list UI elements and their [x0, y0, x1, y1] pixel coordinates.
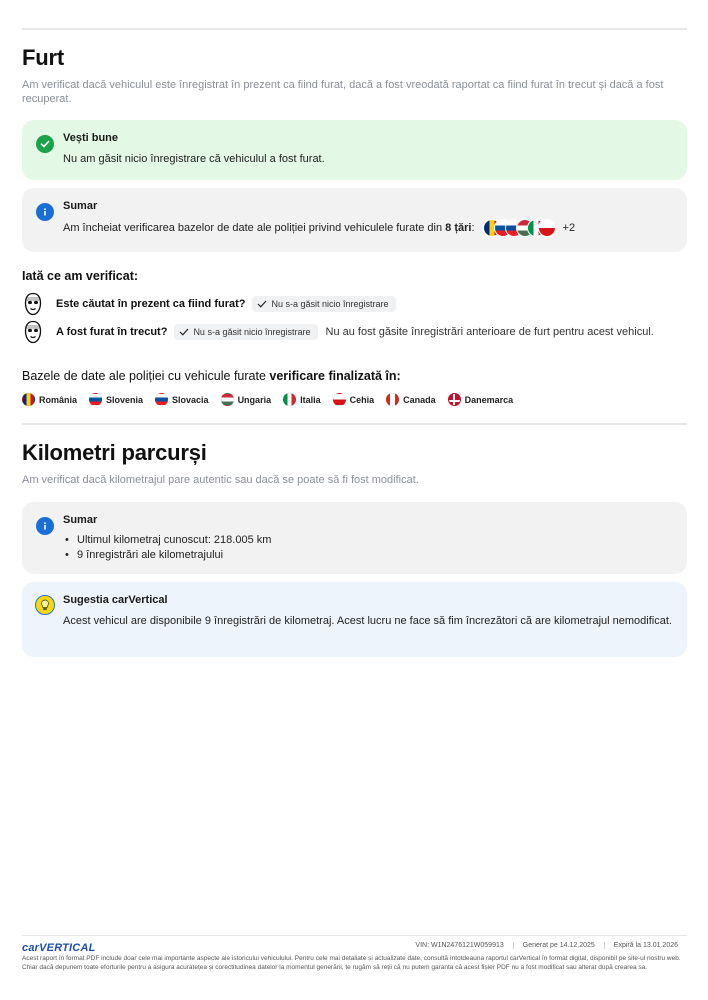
- country-name: Cehia: [349, 394, 375, 405]
- country-name: Danemarca: [464, 394, 514, 405]
- checked-title: Iată ce am verificat:: [22, 269, 139, 283]
- theft-description: Am verificat dacă vehiculul este înregistrat în prezent ca fiind furat, dacă a fost vreodată raportat ca fiind furat în trecut și dacă a fost recuperat.: [22, 79, 664, 105]
- list-item: • 9 înregistrări ale kilometrajului: [63, 548, 673, 563]
- checkmark-icon: [179, 328, 189, 336]
- check-circle-icon: [36, 135, 54, 153]
- section-divider: [22, 423, 687, 425]
- status-badge: [252, 296, 395, 312]
- masked-thief-icon: [22, 292, 44, 316]
- databases-title: [22, 369, 401, 383]
- good-news-card: [22, 120, 687, 180]
- country-name: Canada: [403, 394, 436, 405]
- check-row-past: [22, 320, 687, 344]
- flag-italy-icon: [283, 393, 296, 406]
- flag-czechia-icon: [538, 219, 556, 237]
- country-item: [221, 393, 272, 406]
- check-question: A fost furat în trecut?: [56, 326, 168, 338]
- flag-denmark-icon: [448, 393, 461, 406]
- status-badge-label: Nu s-a găsit nicio înregistrare: [271, 299, 389, 309]
- status-badge: [174, 324, 317, 340]
- vin-label: VIN: W1N2476121W059913: [415, 942, 504, 949]
- report-page: [22, 0, 687, 1000]
- country-name: Ungaria: [237, 394, 272, 405]
- databases-title-bold: verificare finalizată în:: [269, 369, 401, 383]
- good-news-title: Vești bune: [63, 132, 119, 144]
- expiry-date: Expiră la 13.01.2026: [604, 942, 687, 949]
- flag-slovenia-icon: [89, 393, 102, 406]
- databases-title-prefix: Bazele de date ale poliției cu vehicule furate: [22, 369, 270, 383]
- mileage-summary-title: Sumar: [63, 514, 98, 526]
- theft-summary-text: [63, 219, 673, 237]
- section-divider: [22, 28, 687, 30]
- footer-meta: [406, 942, 687, 949]
- flag-slovakia-icon: [155, 393, 168, 406]
- generated-date: Generat pe 14.12.2025: [513, 942, 604, 949]
- country-item: [448, 393, 514, 406]
- country-item: [155, 393, 209, 406]
- info-icon: [36, 203, 54, 221]
- theft-summary-title: Sumar: [63, 200, 98, 212]
- summary-country-count: 8 țări: [445, 222, 472, 234]
- carvertical-logo: carVERTICAL: [22, 942, 96, 954]
- page-footer: [22, 935, 687, 971]
- mileage-summary-card: [22, 502, 687, 574]
- flag-hungary-icon: [221, 393, 234, 406]
- status-badge-label: Nu s-a găsit nicio înregistrare: [193, 327, 311, 337]
- theft-summary-card: [22, 188, 687, 252]
- mileage-summary-list: [63, 533, 673, 562]
- mileage-title: Kilometri parcurși: [22, 440, 207, 465]
- country-item: [283, 393, 321, 406]
- country-name: România: [39, 394, 78, 405]
- checkmark-icon: [257, 300, 267, 308]
- list-item: • Ultimul kilometraj cunoscut: 218.005 km: [63, 533, 673, 548]
- more-countries-count: +2: [562, 222, 576, 234]
- check-note: Nu au fost găsite înregistrări anterioare de furt pentru acest vehicul.: [325, 326, 654, 338]
- info-icon: [36, 517, 54, 535]
- theft-title: Furt: [22, 45, 64, 70]
- summary-prefix: Am încheiat verificarea bazelor de date ale poliției privind vehiculele furate din: [63, 222, 446, 234]
- masked-thief-icon: [22, 320, 44, 344]
- good-news-text: Nu am găsit nicio înregistrare că vehiculul a fost furat.: [63, 153, 325, 165]
- check-row-current: [22, 292, 687, 316]
- flag-romania-icon: [22, 393, 35, 406]
- country-name: Slovenia: [106, 394, 144, 405]
- countries-list: [22, 393, 525, 406]
- mileage-description: Am verificat dacă kilometrajul pare autentic sau dacă se poate să fi fost modificat.: [22, 474, 419, 486]
- footer-disclaimer: Acest raport în format PDF include doar cele mai importante aspecte ale istoricului vehiculului. Pentru cele mai detaliate și actualizate date, consultă întotdeauna raportul carVertical în format digital, disponibil pe site-ul nostru web. Chiar dacă depunem toate eforturile pentru a asigura acuratețea și corectitudinea datelor la momentul generării, te rugăm să reții că nu putem garanta că acest fișier PDF nu a fost modificat sau alterat după crearea sa.: [22, 955, 681, 971]
- country-item: [89, 393, 143, 406]
- suggestion-title: Sugestia carVertical: [63, 594, 168, 606]
- flag-stack: [483, 219, 549, 237]
- summary-colon: :: [471, 222, 475, 234]
- flag-czechia-icon: [333, 393, 346, 406]
- suggestion-text: Acest vehicul are disponibile 9 înregistrări de kilometraj. Acest lucru ne face să fim încrezători că are kilometrajul nemodificat.: [63, 615, 672, 627]
- lightbulb-icon: [35, 595, 55, 615]
- country-item: [333, 393, 375, 406]
- check-question: Este căutat în prezent ca fiind furat?: [56, 298, 246, 310]
- suggestion-card: [22, 582, 687, 657]
- country-item: [22, 393, 77, 406]
- country-name: Slovacia: [172, 394, 209, 405]
- country-name: Italia: [300, 394, 321, 405]
- country-item: [386, 393, 436, 406]
- flag-canada-icon: [386, 393, 399, 406]
